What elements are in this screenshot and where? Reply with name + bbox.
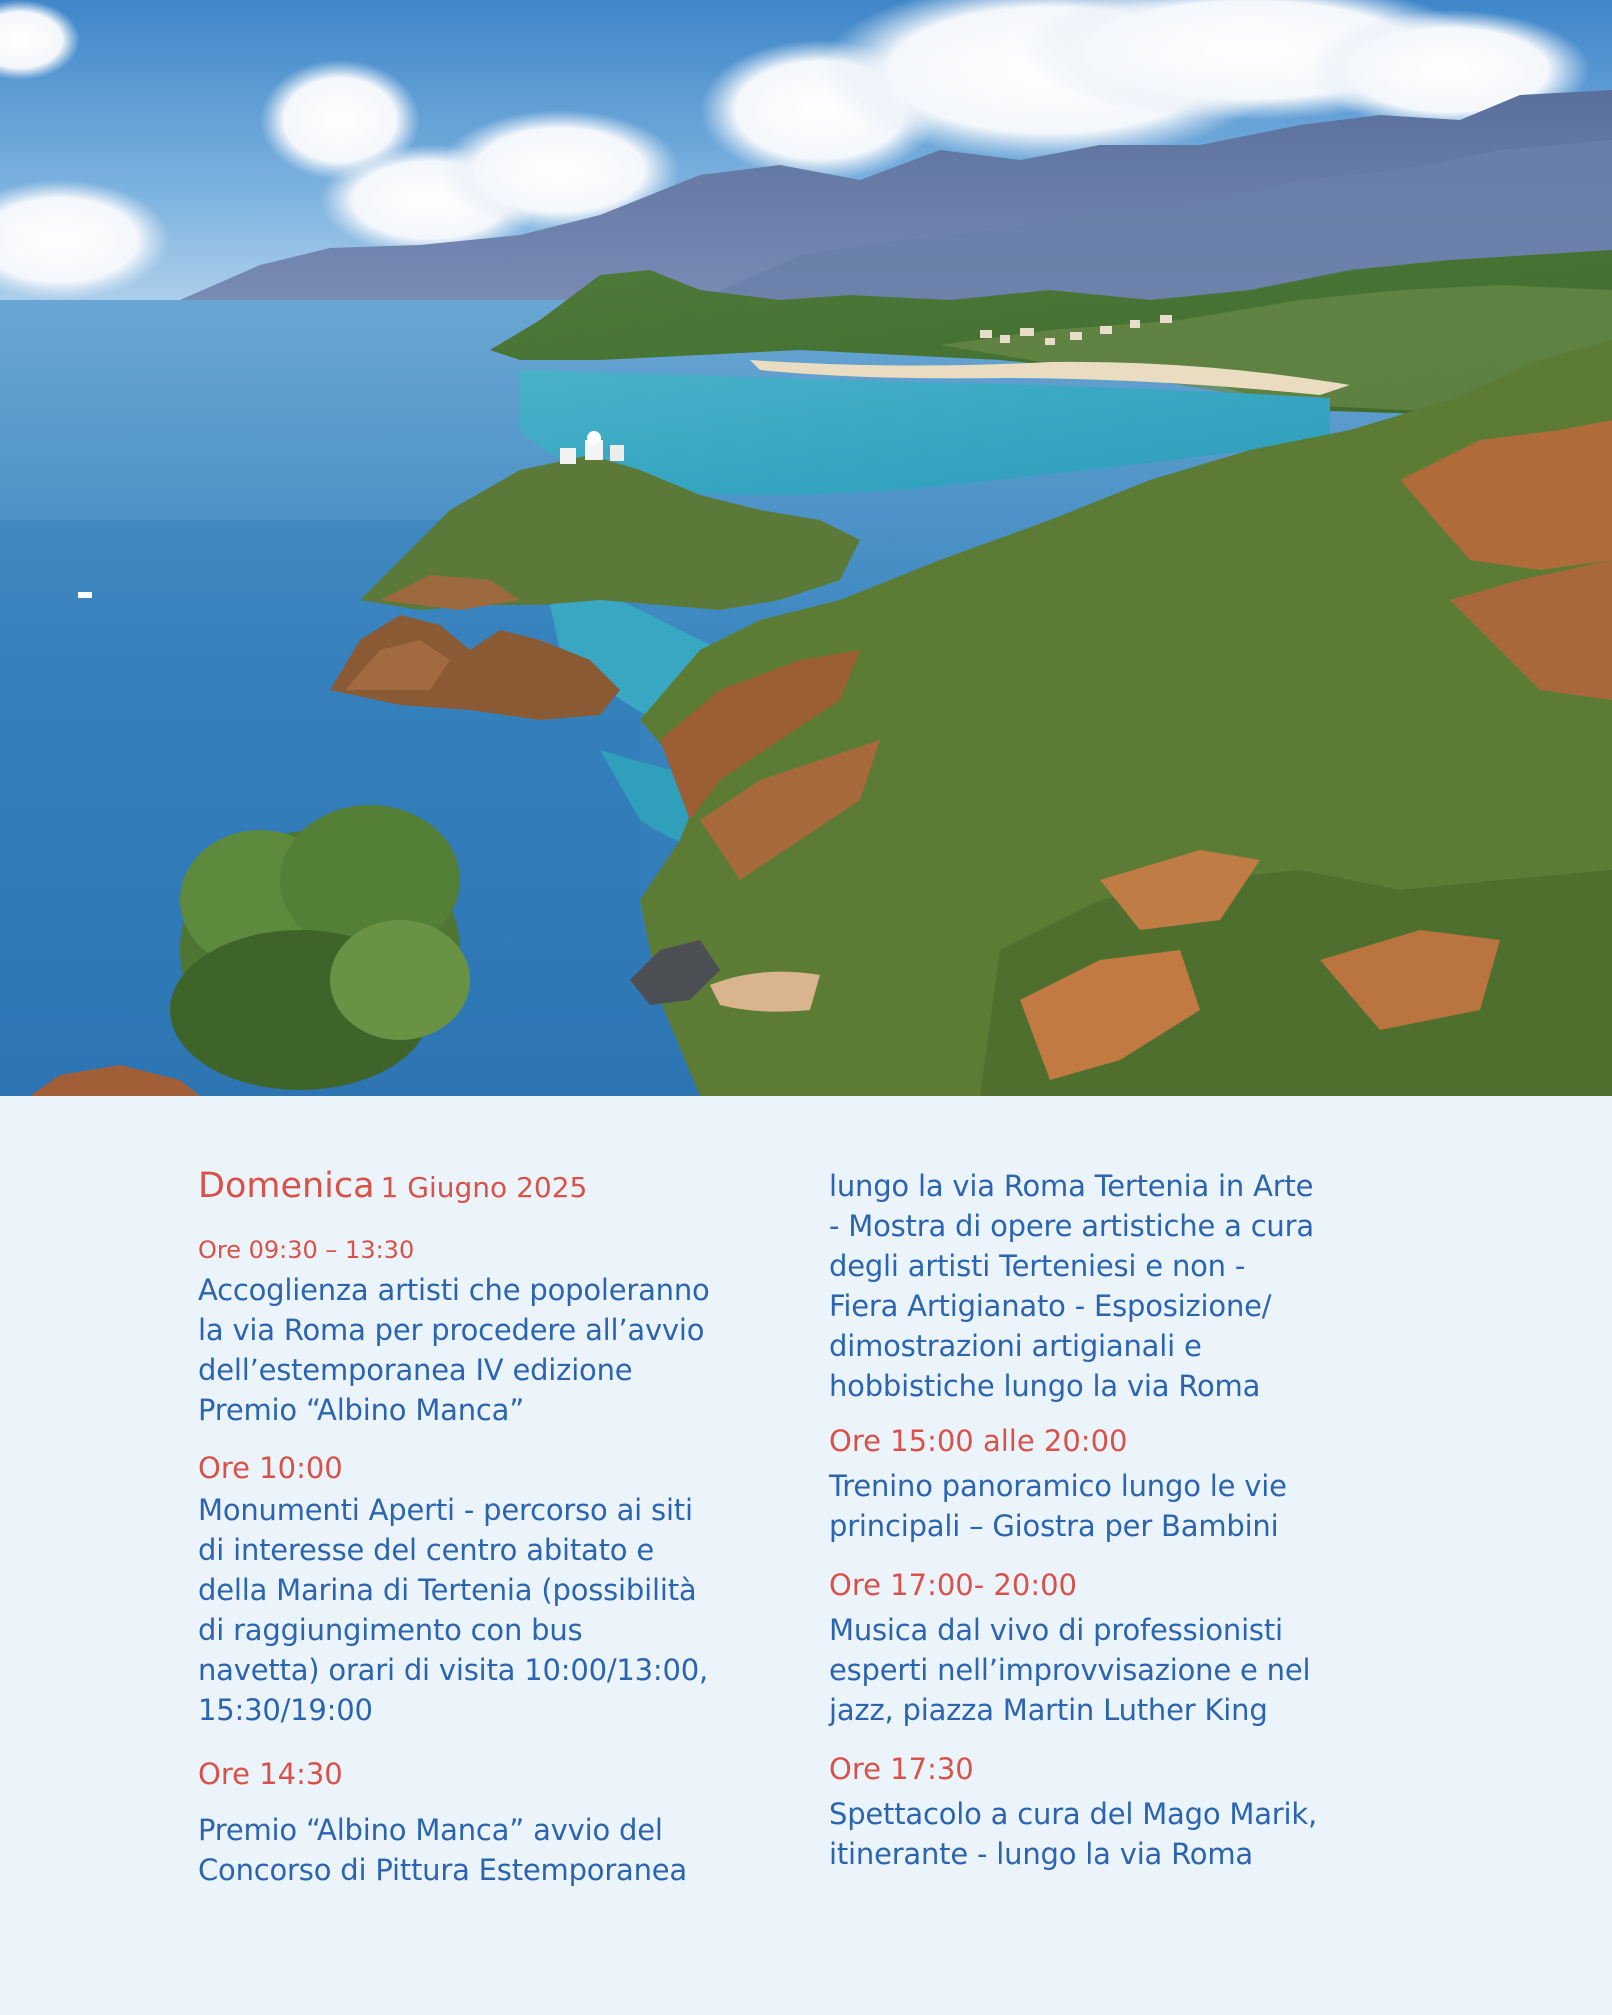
event-program [0, 1096, 1612, 2015]
schedule-description-continued: lungo la via Roma Tertenia in Arte - Mostra di opere artistiche a cura degli artisti Terteniesi e non - Fiera Artigianato - Esposizione/ dimostrazioni artigianali e hobbistiche lungo la via Roma [829, 1169, 1314, 1403]
schedule-time: Ore 15:00 alle 20:00 [829, 1424, 1128, 1458]
schedule-time: Ore 17:30 [829, 1752, 974, 1786]
day-name: Domenica [198, 1166, 375, 1206]
schedule-time: Ore 09:30 – 13:30 [198, 1236, 415, 1264]
event-date: 1 Giugno 2025 [380, 1171, 588, 1204]
schedule-time: Ore 17:00- 20:00 [829, 1568, 1078, 1602]
schedule-description: Premio “Albino Manca” avvio del Concorso di Pittura Estemporanea [198, 1813, 688, 1887]
schedule-time: Ore 14:30 [198, 1757, 343, 1791]
day-heading [198, 1166, 587, 1206]
schedule-description: Trenino panoramico lungo le vie principali – Giostra per Bambini [829, 1469, 1287, 1543]
schedule-description: Accoglienza artisti che popoleranno la via Roma per procedere all’avvio dell’estemporanea IV edizione Premio “Albino Manca” [198, 1273, 710, 1427]
schedule-description: Monumenti Aperti - percorso ai siti di interesse del centro abitato e della Marina di Tertenia (possibilità di raggiungimento con bus navetta) orari di visita 10:00/13:00, 15:30/19:00 [198, 1493, 708, 1727]
schedule-time: Ore 10:00 [198, 1451, 343, 1485]
schedule-description: Spettacolo a cura del Mago Marik, itinerante - lungo la via Roma [829, 1797, 1317, 1871]
schedule-description: Musica dal vivo di professionisti esperti nell’improvvisazione e nel jazz, piazza Martin Luther King [829, 1613, 1311, 1727]
